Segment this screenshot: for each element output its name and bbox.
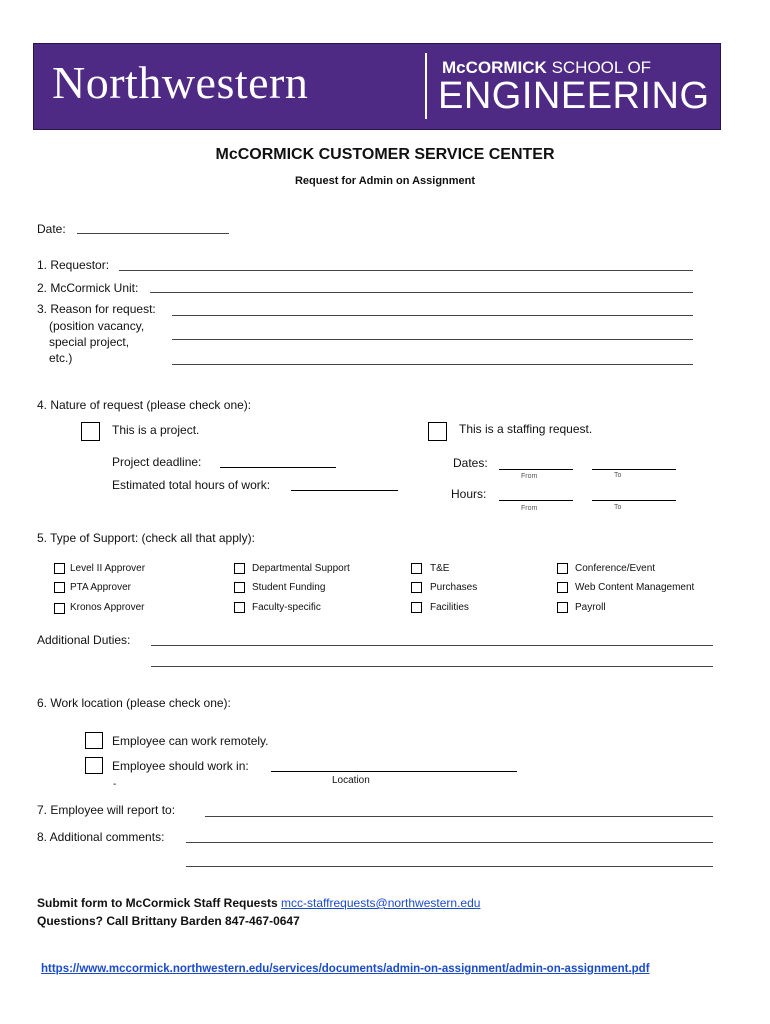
project-option-label: This is a project.	[112, 423, 200, 437]
hours-label: Hours:	[451, 487, 487, 501]
project-deadline-label: Project deadline:	[112, 455, 202, 469]
reason-label: 3. Reason for request:	[37, 302, 156, 316]
staffing-option-label: This is a staffing request.	[459, 422, 593, 436]
nature-label: 4. Nature of request (please check one):	[37, 398, 252, 412]
hours-from-caption: From	[521, 505, 538, 512]
support-option-label: Facilities	[430, 602, 469, 613]
form-title: McCORMICK CUSTOMER SERVICE CENTER	[215, 146, 555, 163]
support-option-label: PTA Approver	[70, 582, 131, 593]
project-checkbox[interactable]	[81, 422, 100, 441]
support-checkbox[interactable]	[411, 582, 422, 593]
reason-field-1[interactable]	[172, 315, 693, 316]
remote-checkbox[interactable]	[85, 732, 103, 749]
engineering-wordmark: ENGINEERING	[438, 75, 710, 117]
date-field[interactable]	[77, 233, 229, 234]
staffing-checkbox[interactable]	[428, 422, 447, 441]
estimated-hours-field[interactable]	[291, 490, 398, 491]
reason-field-2[interactable]	[172, 339, 693, 340]
submit-email-link[interactable]: mcc-staffrequests@northwestern.edu	[281, 896, 481, 910]
form-url-link[interactable]: https://www.mccormick.northwestern.edu/services/documents/admin-on-assignment/admin-on-assignment.pdf	[41, 963, 650, 975]
location-caption: Location	[332, 775, 370, 786]
report-to-field[interactable]	[205, 816, 713, 817]
additional-duties-field-1[interactable]	[151, 645, 713, 646]
date-label: Date:	[37, 222, 66, 236]
support-checkbox[interactable]	[557, 563, 568, 574]
support-option-label: Web Content Management	[575, 582, 695, 593]
reason-hint: (position vacancy,	[49, 319, 145, 333]
support-checkbox[interactable]	[234, 563, 245, 574]
support-checkbox[interactable]	[54, 582, 65, 593]
requestor-field[interactable]	[119, 270, 693, 271]
support-option-label: Departmental Support	[252, 563, 350, 574]
support-option-label: Kronos Approver	[70, 602, 145, 613]
support-option-label: Student Funding	[252, 582, 326, 593]
support-checkbox[interactable]	[557, 602, 568, 613]
requestor-label: 1. Requestor:	[37, 258, 110, 272]
reason-hint: special project,	[49, 335, 130, 349]
support-option-label: Conference/Event	[575, 563, 656, 574]
dates-from-caption: From	[521, 473, 538, 480]
support-label: 5. Type of Support: (check all that apply):	[37, 531, 255, 545]
dates-to-field[interactable]	[592, 469, 676, 470]
support-checkbox[interactable]	[234, 602, 245, 613]
comments-label: 8. Additional comments:	[37, 830, 165, 844]
reason-field-3[interactable]	[172, 364, 693, 365]
support-checkbox[interactable]	[411, 563, 422, 574]
comments-field-1[interactable]	[186, 842, 713, 843]
hours-to-field[interactable]	[592, 500, 676, 501]
support-option-label: Payroll	[575, 602, 606, 613]
support-checkbox[interactable]	[557, 582, 568, 593]
support-checkbox[interactable]	[411, 602, 422, 613]
hours-from-field[interactable]	[499, 500, 573, 501]
additional-duties-label: Additional Duties:	[37, 633, 131, 647]
support-option-label: T&E	[430, 563, 450, 574]
report-to-label: 7. Employee will report to:	[37, 803, 176, 817]
workin-checkbox[interactable]	[85, 757, 103, 774]
submit-text: Submit form to McCormick Staff Requests mcc-staffrequests@northwestern.edu	[37, 896, 481, 910]
project-deadline-field[interactable]	[220, 467, 336, 468]
header-banner	[33, 43, 721, 130]
unit-field[interactable]	[150, 292, 693, 293]
dates-from-field[interactable]	[499, 469, 573, 470]
additional-duties-field-2[interactable]	[151, 666, 713, 667]
workin-option-label: Employee should work in:	[112, 759, 249, 773]
support-option-label: Level II Approver	[70, 563, 146, 574]
questions-text: Questions? Call Brittany Barden 847-467-0647	[37, 914, 300, 928]
support-option-label: Purchases	[430, 582, 478, 593]
form-subtitle: Request for Admin on Assignment	[294, 175, 476, 187]
location-label: 6. Work location (please check one):	[37, 696, 231, 710]
logo-divider	[425, 53, 427, 119]
estimated-hours-label: Estimated total hours of work:	[112, 478, 271, 492]
support-option-label: Faculty-specific	[252, 602, 321, 613]
support-checkbox[interactable]	[234, 582, 245, 593]
location-field[interactable]	[271, 771, 517, 772]
reason-hint: etc.)	[49, 351, 73, 365]
dates-to-caption: To	[614, 472, 622, 479]
remote-option-label: Employee can work remotely.	[112, 734, 269, 748]
northwestern-logo: Northwestern	[52, 57, 309, 108]
comments-field-2[interactable]	[186, 866, 713, 867]
school-name: McCORMICK SCHOOL OF	[442, 58, 652, 77]
dash-text: -	[113, 779, 117, 790]
support-checkbox[interactable]	[54, 563, 65, 574]
unit-label: 2. McCormick Unit:	[37, 281, 139, 295]
hours-to-caption: To	[614, 504, 622, 511]
dates-label: Dates:	[453, 456, 488, 470]
support-checkbox[interactable]	[54, 603, 65, 614]
